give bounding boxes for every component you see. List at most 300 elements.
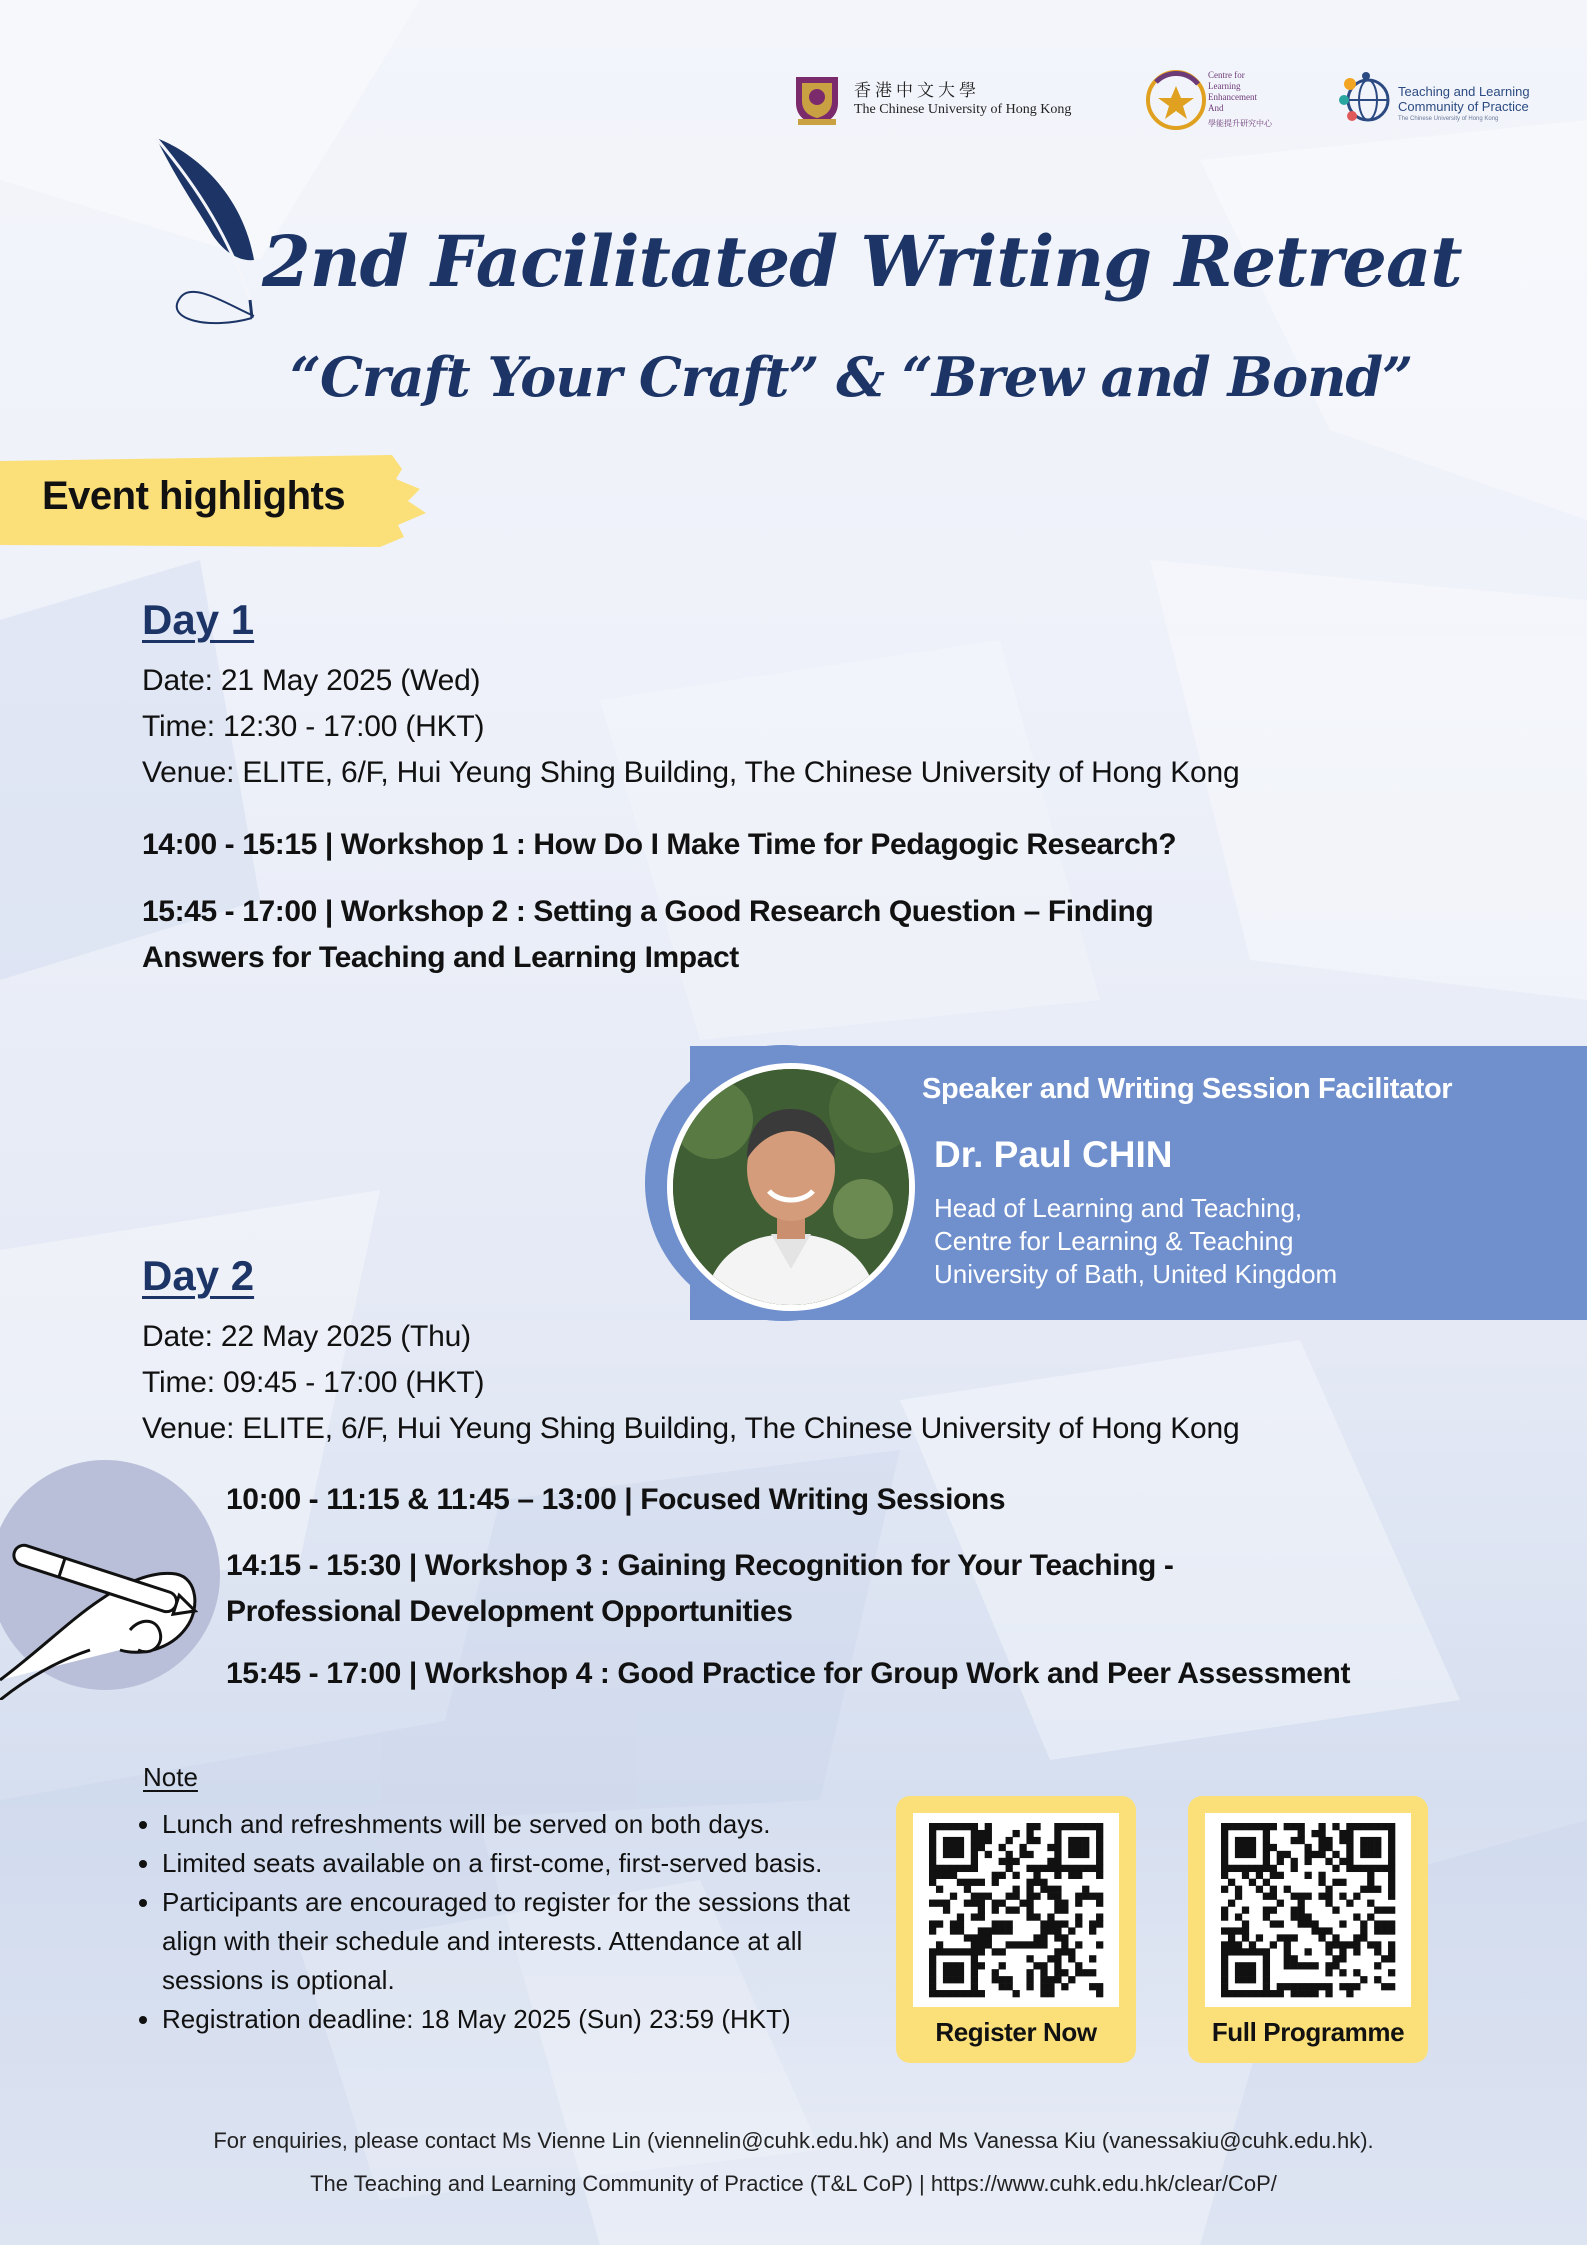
qr-module [1367, 1844, 1374, 1851]
qr-module [1242, 1927, 1249, 1934]
qr-module [1388, 1969, 1395, 1976]
qr-module [1263, 1913, 1270, 1920]
qr-module [1381, 1955, 1388, 1962]
qr-module [1082, 1844, 1089, 1851]
qr-module [1388, 1830, 1395, 1837]
qr-module [1318, 1851, 1325, 1858]
speaker-photo [667, 1063, 915, 1311]
day2-heading: Day 2 [142, 1252, 255, 1299]
qr-module [1263, 1823, 1270, 1830]
qr-code-icon [1205, 1813, 1411, 2007]
cuhk-english-name: The Chinese University of Hong Kong [854, 101, 1072, 117]
qr-module [950, 1962, 957, 1969]
qr-module [1367, 1879, 1374, 1886]
qr-module [1033, 1934, 1040, 1941]
qr-module [957, 1920, 964, 1927]
qr-module [1249, 1837, 1256, 1844]
qr-module [999, 1900, 1006, 1907]
qr-module [1388, 1851, 1395, 1858]
qr-module [1339, 1948, 1346, 1955]
qr-module [999, 1872, 1006, 1879]
qr-module [1263, 1837, 1270, 1844]
full-programme-label[interactable]: Full Programme [1211, 2017, 1405, 2047]
day1-date: Date: 21 May 2025 (Wed) [142, 664, 481, 697]
qr-module [1054, 1865, 1061, 1872]
qr-module [1047, 1858, 1054, 1865]
qr-module [1235, 1893, 1242, 1900]
qr-module [1339, 1858, 1346, 1865]
qr-module [1332, 1941, 1339, 1948]
qr-module [1082, 1823, 1089, 1830]
qr-module [1298, 1920, 1305, 1927]
day1-time: Time: 12:30 - 17:00 (HKT) [142, 710, 485, 743]
qr-module [1033, 1913, 1040, 1920]
qr-module [1388, 1872, 1395, 1879]
register-now-card[interactable] [896, 1796, 1136, 2063]
qr-module [1360, 1976, 1367, 1983]
qr-module [1061, 1948, 1068, 1955]
clear-chinese-name: 學能提升研究中心 [1208, 119, 1272, 128]
qr-module [1235, 1962, 1242, 1969]
speaker-affiliation-line: University of Bath, United Kingdom [934, 1259, 1338, 1289]
qr-module [1242, 1851, 1249, 1858]
qr-module [1047, 1886, 1054, 1893]
qr-module [1332, 1955, 1339, 1962]
note-item: • Participants are encouraged to register for the sessions that align with their schedule and interests. Attendance at all sessions is optional. [162, 1883, 882, 2000]
qr-module [1353, 1948, 1360, 1955]
qr-module [1089, 1927, 1096, 1934]
qr-module [1221, 1941, 1228, 1948]
qr-module [1019, 1844, 1026, 1851]
qr-module [1068, 1927, 1075, 1934]
qr-module [943, 1948, 950, 1955]
qr-module [1242, 1976, 1249, 1983]
qr-module [1242, 1934, 1249, 1941]
qr-module [1235, 1886, 1242, 1893]
qr-module [1221, 1983, 1228, 1990]
qr-module [1089, 1920, 1096, 1927]
qr-module [1249, 1976, 1256, 1983]
qr-module [1374, 1823, 1381, 1830]
qr-module [929, 1858, 936, 1865]
qr-module [1033, 1872, 1040, 1879]
qr-module [1026, 1823, 1033, 1830]
qr-code-icon [913, 1813, 1119, 2007]
qr-module [1006, 1920, 1013, 1927]
qr-module [1374, 1948, 1381, 1955]
qr-module [1054, 1907, 1061, 1914]
qr-module [1270, 1823, 1277, 1830]
qr-module [1367, 1872, 1374, 1879]
qr-module [957, 1865, 964, 1872]
qr-module [1277, 1990, 1284, 1997]
qr-module [1298, 1962, 1305, 1969]
qr-module [1089, 1823, 1096, 1830]
qr-module [1013, 1872, 1020, 1879]
qr-module [1353, 1934, 1360, 1941]
qr-module [999, 1976, 1006, 1983]
qr-module [1325, 1962, 1332, 1969]
qr-module [943, 1851, 950, 1858]
qr-module [936, 1990, 943, 1997]
qr-module [1026, 1886, 1033, 1893]
qr-module [1339, 1837, 1346, 1844]
qr-module [1277, 1934, 1284, 1941]
qr-module [1388, 1844, 1395, 1851]
qr-module [1388, 1920, 1395, 1927]
qr-module [1040, 1990, 1047, 1997]
qr-module [957, 1823, 964, 1830]
qr-module [1013, 1830, 1020, 1837]
qr-module [1311, 1990, 1318, 1997]
qr-module [1284, 1851, 1291, 1858]
qr-module [978, 1907, 985, 1914]
qr-module [1332, 1865, 1339, 1872]
qr-module [1006, 1976, 1013, 1983]
qr-module [1235, 1969, 1242, 1976]
qr-module [1291, 1837, 1298, 1844]
qr-module [1318, 1872, 1325, 1879]
qr-module [1388, 1886, 1395, 1893]
qr-module [1040, 1983, 1047, 1990]
qr-module [1235, 1941, 1242, 1948]
qr-module [1353, 1893, 1360, 1900]
qr-module [1061, 1900, 1068, 1907]
qr-module [999, 1962, 1006, 1969]
qr-module [999, 1858, 1006, 1865]
qr-module [1332, 1962, 1339, 1969]
qr-module [1332, 1851, 1339, 1858]
qr-module [1054, 1858, 1061, 1865]
qr-module [1221, 1837, 1228, 1844]
qr-module [936, 1823, 943, 1830]
qr-module [1242, 1844, 1249, 1851]
day2-session: Professional Development Opportunities [226, 1595, 793, 1628]
qr-module [1096, 1983, 1103, 1990]
qr-module [1291, 1934, 1298, 1941]
qr-module [1096, 1823, 1103, 1830]
qr-module [1353, 1983, 1360, 1990]
qr-module [1242, 1872, 1249, 1879]
qr-module [1040, 1934, 1047, 1941]
qr-module [971, 1893, 978, 1900]
qr-module [950, 1893, 957, 1900]
qr-module [1305, 1858, 1312, 1865]
note-list [140, 1805, 882, 2039]
day1-session: 14:00 - 15:15 | Workshop 1 : How Do I Make Time for Pedagogic Research? [142, 828, 1177, 861]
qr-module [1228, 1927, 1235, 1934]
day2-venue: Venue: ELITE, 6/F, Hui Yeung Shing Building, The Chinese University of Hong Kong [142, 1412, 1240, 1445]
qr-module [1075, 1893, 1082, 1900]
qr-module [1339, 1969, 1346, 1976]
qr-module [1388, 1927, 1395, 1934]
qr-module [936, 1948, 943, 1955]
qr-module [929, 1976, 936, 1983]
qr-module [978, 1879, 985, 1886]
qr-module [1068, 1865, 1075, 1872]
qr-module [1054, 1893, 1061, 1900]
qr-module [1068, 1872, 1075, 1879]
qr-module [964, 1879, 971, 1886]
speaker-affiliation [934, 1192, 1337, 1291]
qr-module [1228, 1879, 1235, 1886]
qr-module [1325, 1893, 1332, 1900]
qr-module [1235, 1990, 1242, 1997]
qr-module [1026, 1865, 1033, 1872]
qr-module [1019, 1941, 1026, 1948]
qr-module [950, 1948, 957, 1955]
qr-module [936, 1900, 943, 1907]
qr-module [1242, 1969, 1249, 1976]
note-heading: Note [143, 1762, 198, 1792]
register-now-label[interactable]: Register Now [935, 2017, 1097, 2047]
speaker-role: Speaker and Writing Session Facilitator [922, 1073, 1453, 1105]
qr-module [1305, 1962, 1312, 1969]
qr-module [1374, 1886, 1381, 1893]
qr-module [1026, 1983, 1033, 1990]
qr-module [964, 1990, 971, 1997]
qr-module [1228, 1948, 1235, 1955]
qr-module [1325, 1948, 1332, 1955]
qr-module [1221, 1962, 1228, 1969]
qr-module [929, 1837, 936, 1844]
qr-module [1339, 1941, 1346, 1948]
cop-title-line1: Teaching and Learning [1398, 84, 1530, 99]
qr-module [985, 1893, 992, 1900]
qr-module [1054, 1830, 1061, 1837]
qr-module [1284, 1941, 1291, 1948]
qr-module [978, 1927, 985, 1934]
qr-module [1256, 1886, 1263, 1893]
qr-module [1263, 1879, 1270, 1886]
qr-module [1026, 1830, 1033, 1837]
qr-module [929, 1962, 936, 1969]
qr-module [1298, 1837, 1305, 1844]
qr-module [1075, 1837, 1082, 1844]
qr-module [1374, 1976, 1381, 1983]
qr-module [971, 1976, 978, 1983]
day2-time: Time: 09:45 - 17:00 (HKT) [142, 1366, 485, 1399]
programme-qr-code[interactable] [1205, 1813, 1411, 2007]
qr-module [992, 1969, 999, 1976]
qr-module [936, 1865, 943, 1872]
qr-module [1068, 1851, 1075, 1858]
cuhk-chinese-name: 香港中文大學 [854, 81, 980, 102]
clear-line: Learning [1208, 81, 1241, 91]
qr-module [1305, 1851, 1312, 1858]
qr-module [1047, 1865, 1054, 1872]
qr-module [1388, 1893, 1395, 1900]
qr-module [992, 1948, 999, 1955]
qr-module [1298, 1830, 1305, 1837]
qr-module [957, 1969, 964, 1976]
qr-module [1374, 1962, 1381, 1969]
qr-module [1263, 1851, 1270, 1858]
qr-module [1360, 1927, 1367, 1934]
qr-module [1061, 1941, 1068, 1948]
qr-module [1353, 1865, 1360, 1872]
qr-module [1298, 1893, 1305, 1900]
qr-module [992, 1976, 999, 1983]
qr-module [1305, 1983, 1312, 1990]
qr-module [1221, 1927, 1228, 1934]
qr-module [978, 1913, 985, 1920]
qr-module [1263, 1830, 1270, 1837]
qr-module [971, 1837, 978, 1844]
qr-module [992, 1879, 999, 1886]
qr-module [1047, 1983, 1054, 1990]
qr-module [971, 1865, 978, 1872]
qr-module [1263, 1865, 1270, 1872]
qr-module [1311, 1920, 1318, 1927]
qr-module [1374, 1927, 1381, 1934]
enquiries-footer: For enquiries, please contact Ms Vienne Lin (viennelin@cuhk.edu.hk) and Ms Vanessa Kiu (vanessakiu@cuhk.edu.hk). [213, 2128, 1374, 2153]
qr-module [1381, 1865, 1388, 1872]
qr-module [1367, 1823, 1374, 1830]
qr-module [943, 1844, 950, 1851]
qr-module [1082, 1837, 1089, 1844]
qr-module [957, 1948, 964, 1955]
qr-module [1096, 1941, 1103, 1948]
qr-module [971, 1844, 978, 1851]
qr-module [1263, 1990, 1270, 1997]
qr-module [1305, 1893, 1312, 1900]
qr-module [1006, 1907, 1013, 1914]
qr-module [1096, 1844, 1103, 1851]
full-programme-card[interactable] [1188, 1796, 1428, 2063]
qr-module [1360, 1920, 1367, 1927]
qr-module [1284, 1955, 1291, 1962]
qr-module [1339, 1830, 1346, 1837]
qr-module [1249, 1879, 1256, 1886]
qr-module [1235, 1913, 1242, 1920]
qr-module [1013, 1941, 1020, 1948]
qr-module [1082, 1865, 1089, 1872]
clear-line: Enhancement [1208, 92, 1257, 102]
qr-module [964, 1900, 971, 1907]
cop-globe-icon [1336, 70, 1396, 130]
qr-module [950, 1969, 957, 1976]
qr-module [1006, 1837, 1013, 1844]
qr-module [1374, 1851, 1381, 1858]
qr-module [985, 1851, 992, 1858]
qr-module [1325, 1837, 1332, 1844]
qr-module [929, 1823, 936, 1830]
qr-module [1367, 1837, 1374, 1844]
qr-module [971, 1948, 978, 1955]
qr-module [1270, 1893, 1277, 1900]
day2-date: Date: 22 May 2025 (Thu) [142, 1320, 471, 1353]
qr-module [1360, 1844, 1367, 1851]
qr-module [1096, 1990, 1103, 1997]
qr-module [1075, 1844, 1082, 1851]
qr-module [1346, 1837, 1353, 1844]
speaker-affiliation-line: Head of Learning and Teaching, [934, 1193, 1303, 1223]
qr-module [1006, 1851, 1013, 1858]
qr-module [1249, 1941, 1256, 1948]
qr-module [929, 1830, 936, 1837]
qr-module [929, 1865, 936, 1872]
qr-module [1242, 1948, 1249, 1955]
qr-module [1318, 1893, 1325, 1900]
qr-module [1033, 1865, 1040, 1872]
qr-module [978, 1837, 985, 1844]
qr-module [1346, 1941, 1353, 1948]
qr-module [936, 1886, 943, 1893]
qr-module [1298, 1983, 1305, 1990]
qr-module [1318, 1983, 1325, 1990]
qr-module [1047, 1913, 1054, 1920]
qr-module [1270, 1920, 1277, 1927]
qr-module [978, 1830, 985, 1837]
qr-module [985, 1941, 992, 1948]
qr-module [1318, 1837, 1325, 1844]
qr-module [957, 1990, 964, 1997]
qr-module [964, 1934, 971, 1941]
qr-module [1291, 1955, 1298, 1962]
qr-module [1082, 1893, 1089, 1900]
qr-module [1235, 1844, 1242, 1851]
qr-module [1221, 1858, 1228, 1865]
qr-module [929, 1955, 936, 1962]
qr-module [1235, 1976, 1242, 1983]
day1-heading: Day 1 [142, 596, 255, 643]
qr-module [1263, 1858, 1270, 1865]
qr-module [1263, 1983, 1270, 1990]
qr-module [1277, 1858, 1284, 1865]
qr-module [1332, 1823, 1339, 1830]
qr-module [1298, 1990, 1305, 1997]
qr-module [1374, 1920, 1381, 1927]
qr-module [943, 1900, 950, 1907]
qr-module [971, 1858, 978, 1865]
qr-module [978, 1990, 985, 1997]
qr-module [1221, 1913, 1228, 1920]
qr-module [1221, 1948, 1228, 1955]
qr-module [1054, 1934, 1061, 1941]
qr-module [1284, 1962, 1291, 1969]
qr-module [971, 1955, 978, 1962]
qr-module [1221, 1907, 1228, 1914]
event-subtitle: “Craft Your Craft” & “Brew and Bond” [290, 345, 1413, 409]
qr-module [1249, 1962, 1256, 1969]
note-item: • Limited seats available on a first-come, first-served basis. [162, 1844, 882, 1883]
qr-module [1346, 1858, 1353, 1865]
qr-module [929, 1927, 936, 1934]
qr-module [1256, 1823, 1263, 1830]
qr-module [1346, 1844, 1353, 1851]
qr-module [1040, 1962, 1047, 1969]
cop-title-line2: Community of Practice [1398, 99, 1529, 114]
qr-module [1256, 1865, 1263, 1872]
qr-module [1075, 1962, 1082, 1969]
qr-module [1221, 1830, 1228, 1837]
qr-module [1325, 1900, 1332, 1907]
qr-module [1249, 1844, 1256, 1851]
qr-module [1318, 1823, 1325, 1830]
qr-module [1325, 1844, 1332, 1851]
qr-module [992, 1920, 999, 1927]
qr-module [1249, 1823, 1256, 1830]
qr-module [1325, 1858, 1332, 1865]
qr-module [1284, 1886, 1291, 1893]
qr-module [1006, 1865, 1013, 1872]
register-qr-code[interactable] [913, 1813, 1119, 2007]
qr-module [1047, 1976, 1054, 1983]
qr-module [1096, 1858, 1103, 1865]
qr-module [1388, 1941, 1395, 1948]
qr-module [1374, 1837, 1381, 1844]
